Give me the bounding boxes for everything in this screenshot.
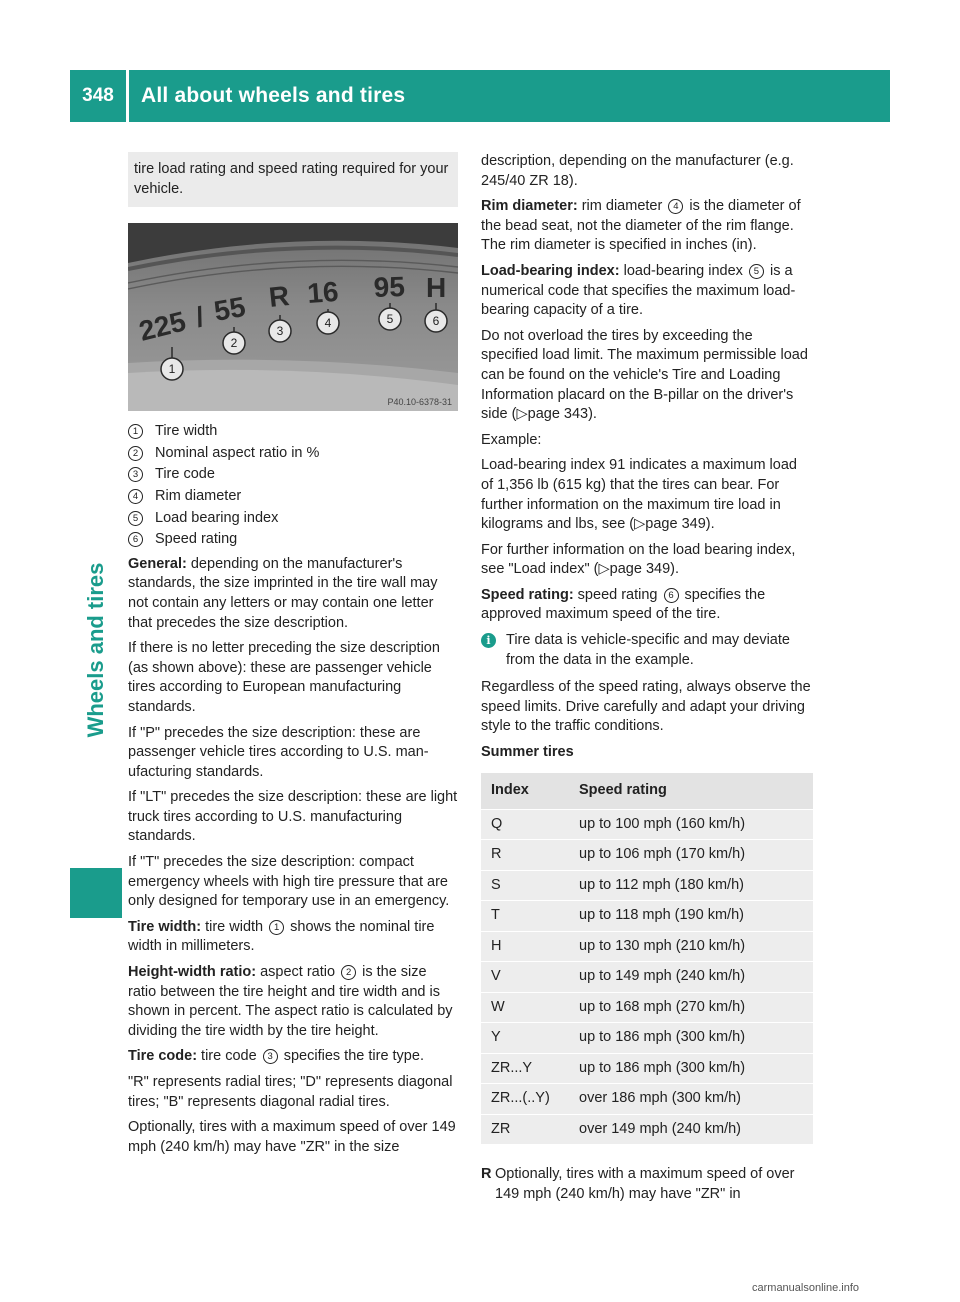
page-header bbox=[70, 70, 890, 122]
tire-code-paragraph: Tire code: tire code 3 specifies the tire type. bbox=[128, 1048, 424, 1065]
callout-number: 1 bbox=[269, 920, 284, 935]
legend-label: Speed rating bbox=[155, 531, 238, 548]
note-box bbox=[128, 152, 458, 207]
load-info-paragraph: For further information on the load bearing index, see "Load index" (▷page 349). bbox=[481, 541, 796, 578]
table-row: V up to 149 mph (240 km/h) bbox=[481, 962, 813, 993]
tire-width-paragraph: Tire width: tire width 1 shows the nominal tire width in millimeters. bbox=[128, 918, 435, 955]
callout-6: 6 bbox=[432, 314, 440, 329]
legend-label: Tire code bbox=[155, 466, 215, 483]
sidewall-code: R bbox=[267, 280, 291, 314]
left-column bbox=[128, 152, 458, 1163]
legend-label: Load bearing index bbox=[155, 509, 279, 526]
example-label: Example: bbox=[481, 431, 542, 448]
table-header-cell: Index bbox=[481, 773, 569, 810]
callout-2: 2 bbox=[230, 336, 238, 351]
bullet-item bbox=[481, 1165, 813, 1204]
legend-item bbox=[128, 508, 458, 530]
table-row: ZR...Y up to 186 mph (300 km/h) bbox=[481, 1053, 813, 1084]
load-index-paragraph: Load-bearing index: load-bearing index 5 is a numerical code that specifies the maximum load-bearing capacity of a tire. bbox=[481, 262, 796, 319]
callout-number: 6 bbox=[664, 588, 679, 603]
legend-label: Nominal aspect ratio in % bbox=[155, 444, 320, 461]
table-row: Y up to 186 mph (300 km/h) bbox=[481, 1023, 813, 1054]
rdb-paragraph: "R" represents radial tires; "D" represents diagonal tires; "B" represents diagonal radial tires. bbox=[128, 1074, 453, 1110]
t-letter-paragraph: If "T" precedes the size description: compact emergency wheels with high tire pressure that are only designed for temporary use in an emergency. bbox=[128, 854, 450, 910]
lt-letter-paragraph: If "LT" precedes the size description: these are light truck tires according to U.S. manufacturing standards. bbox=[128, 789, 458, 845]
p-letter-paragraph: If "P" precedes the size description: these are passenger vehicle tires according to U.S. manufacturing standards. bbox=[128, 724, 429, 780]
callout-4: 4 bbox=[324, 316, 332, 331]
page-ref-link[interactable]: page 349). bbox=[609, 561, 680, 578]
table-row: ZR...(..Y) over 186 mph (300 km/h) bbox=[481, 1084, 813, 1115]
legend-item bbox=[128, 529, 458, 551]
callout-number: 4 bbox=[668, 199, 683, 214]
right-column bbox=[481, 152, 813, 1204]
sidewall-speed: H bbox=[426, 272, 447, 304]
page-ref-link[interactable]: page 343). bbox=[527, 406, 597, 423]
bullet-marker: R bbox=[481, 1166, 492, 1183]
sidewall-rim: 16 bbox=[306, 276, 340, 310]
callout-number: 2 bbox=[128, 446, 143, 461]
table-header-row bbox=[481, 773, 813, 810]
continuation-paragraph: description, depending on the manufacturer (e.g. 245/40 ZR 18). bbox=[481, 153, 794, 189]
callout-5: 5 bbox=[386, 312, 394, 327]
table-row: T up to 118 mph (190 km/h) bbox=[481, 901, 813, 932]
info-icon: i bbox=[481, 633, 496, 648]
legend-list bbox=[128, 421, 458, 551]
summer-tires-title: Summer tires bbox=[481, 744, 574, 761]
legend-item bbox=[128, 486, 458, 508]
bullet-text: Optionally, tires with a maximum speed of over 149 mph (240 km/h) may have "ZR" in bbox=[495, 1166, 795, 1202]
callout-number: 3 bbox=[263, 1049, 278, 1064]
table-row: Q up to 100 mph (160 km/h) bbox=[481, 809, 813, 840]
sidewall-slash: / bbox=[192, 301, 207, 334]
section-tab bbox=[70, 130, 122, 870]
image-code: P40.10-6378-31 bbox=[387, 397, 452, 408]
callout-1: 1 bbox=[168, 362, 176, 377]
zr-paragraph: Optionally, tires with a maximum speed of over 149 mph (240 km/h) may have "ZR" in the size bbox=[128, 1119, 456, 1155]
table-row: S up to 112 mph (180 km/h) bbox=[481, 870, 813, 901]
legend-item bbox=[128, 443, 458, 465]
callout-3: 3 bbox=[276, 324, 284, 339]
rim-diameter-paragraph: Rim diameter: rim diameter 4 is the diameter of the bead seat, not the diameter of the rim flange. The rim diameter is specified in inches (in). bbox=[481, 198, 801, 254]
sidewall-ratio: 55 bbox=[211, 291, 248, 328]
general-paragraph: General: depending on the manufacturer's standards, the size imprinted in the tire wall may not contain any letters or may contain one letter that precedes the size description. bbox=[128, 555, 438, 631]
table-row: ZR over 149 mph (240 km/h) bbox=[481, 1114, 813, 1145]
legend-label: Tire width bbox=[155, 423, 218, 440]
callout-number: 6 bbox=[128, 532, 143, 547]
note-text: tire load rating and speed rating required for your vehicle. bbox=[134, 161, 449, 197]
page-number: 348 bbox=[82, 85, 114, 106]
callout-number: 2 bbox=[341, 965, 356, 980]
example-paragraph: Load-bearing index 91 indicates a maximum load of 1,356 lb (615 kg) that the tires can bear. For further information on the maximum tire load in kilograms and lbs, see (▷page 349). bbox=[481, 457, 797, 533]
callout-number: 5 bbox=[749, 264, 764, 279]
watermark: carmanualsonline.info bbox=[752, 1282, 860, 1294]
page-ref-link[interactable]: page 349). bbox=[645, 516, 715, 533]
height-width-paragraph: Height-width ratio: aspect ratio 2 is the size ratio between the tire height and tire width and is shown in percent. The aspect ratio is calculated by dividing the tire width by the tire height. bbox=[128, 964, 453, 1039]
triangle-right-icon: ▷ bbox=[516, 406, 528, 423]
info-note bbox=[481, 631, 813, 670]
tire-sidewall-image bbox=[128, 223, 458, 411]
table-header-cell: Speed rating bbox=[569, 773, 813, 810]
callout-number: 3 bbox=[128, 467, 143, 482]
sidewall-width: 225 bbox=[135, 305, 189, 348]
speed-rating-table bbox=[481, 773, 813, 1146]
callout-number: 1 bbox=[128, 424, 143, 439]
info-text: Tire data is vehicle-specific and may deviate from the data in the example. bbox=[506, 632, 790, 668]
regardless-paragraph: Regardless of the speed rating, always observe the speed limits. Drive carefully and adapt your driving style to the traffic conditions. bbox=[481, 679, 811, 735]
table-row: H up to 130 mph (210 km/h) bbox=[481, 931, 813, 962]
triangle-right-icon: ▷ bbox=[598, 561, 610, 578]
callout-number: 5 bbox=[128, 511, 143, 526]
sidewall-load: 95 bbox=[373, 271, 406, 304]
overload-paragraph: Do not overload the tires by exceeding the specified load limit. The maximum permissible load can be found on the vehicle's Tire and Loading Information placard on the B-pillar on the driver's side (▷page 343). bbox=[481, 327, 808, 423]
section-tab-label: Wheels and tires bbox=[83, 562, 108, 738]
table-row: R up to 106 mph (170 km/h) bbox=[481, 840, 813, 871]
legend-item bbox=[128, 464, 458, 486]
triangle-right-icon: ▷ bbox=[634, 516, 646, 533]
legend-item bbox=[128, 421, 458, 443]
section-tab-marker bbox=[70, 868, 122, 918]
legend-label: Rim diameter bbox=[155, 487, 242, 504]
no-letter-paragraph: If there is no letter preceding the size description (as shown above): these are passenger vehicle tires according to European manufacturing standards. bbox=[128, 640, 440, 715]
page-title: All about wheels and tires bbox=[141, 84, 406, 107]
callout-number: 4 bbox=[128, 489, 143, 504]
table-row: W up to 168 mph (270 km/h) bbox=[481, 992, 813, 1023]
speed-rating-paragraph: Speed rating: speed rating 6 specifies the approved maximum speed of the tire. bbox=[481, 586, 766, 623]
